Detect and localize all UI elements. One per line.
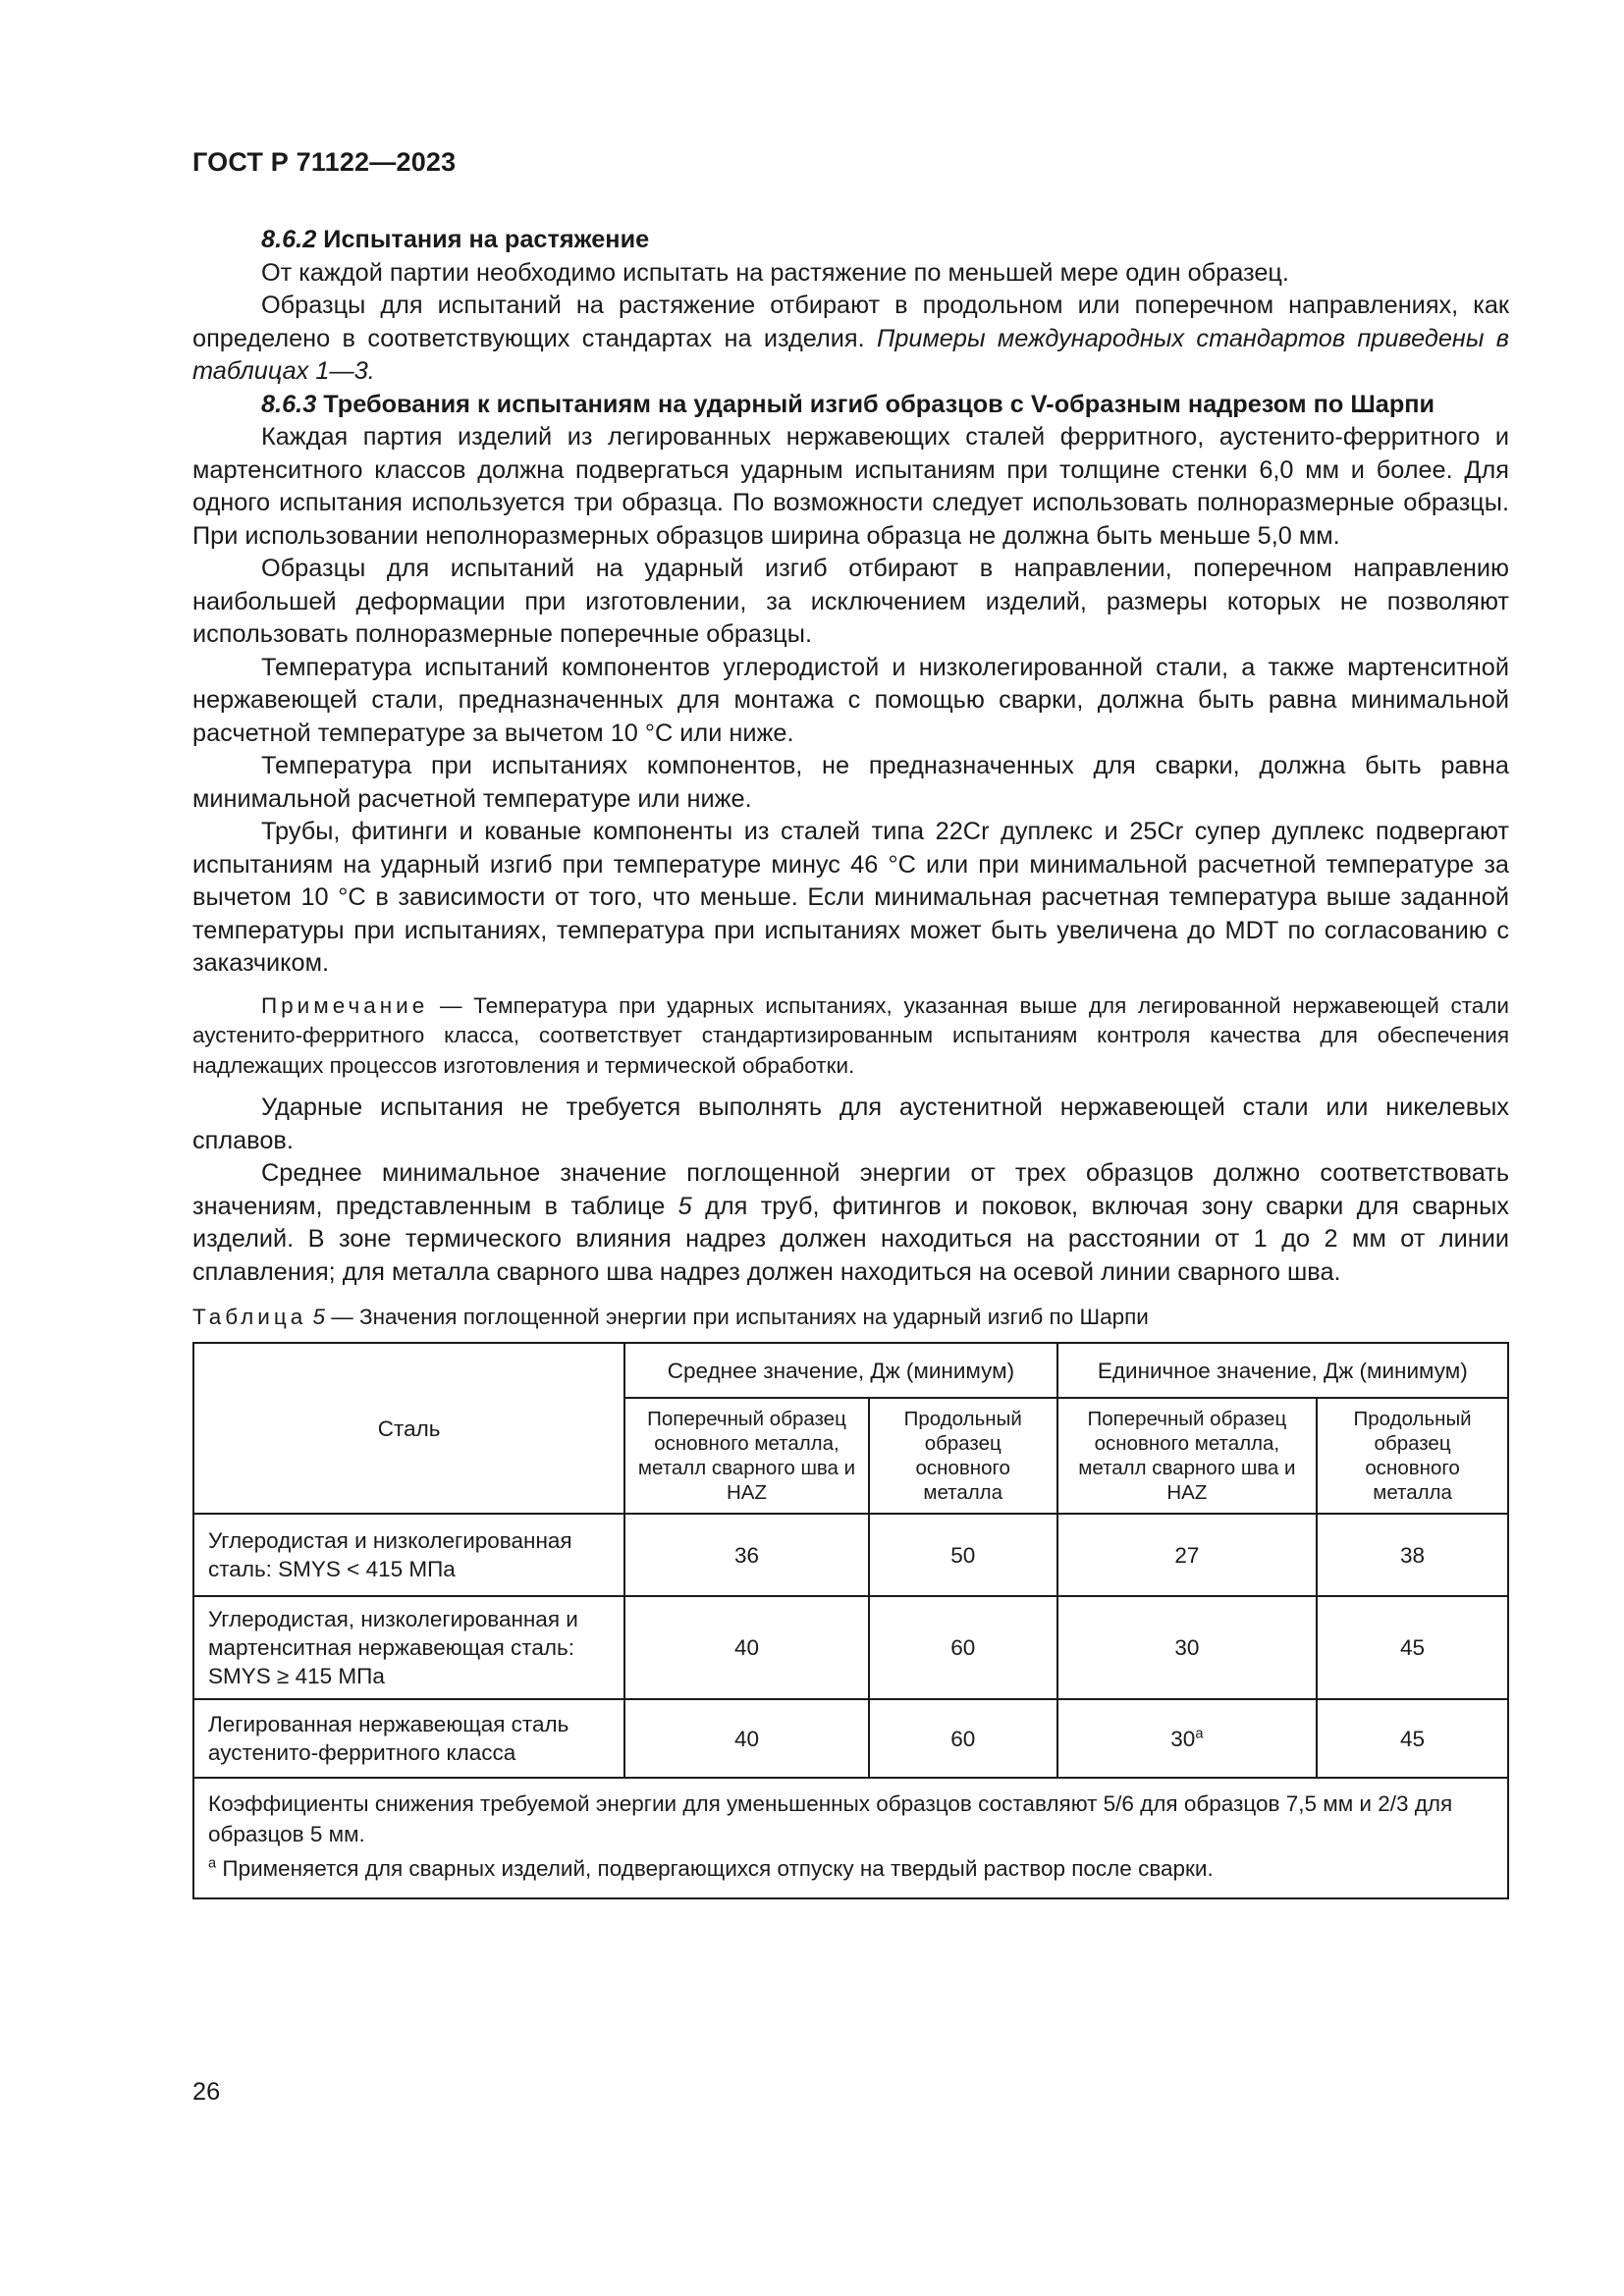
note-label: Примечание xyxy=(261,992,429,1018)
paragraph: Ударные испытания не требуется выполнять для аустенитной нержавеющей стали или никелевых сплавов. xyxy=(192,1094,1509,1154)
table-caption-number: 5 xyxy=(312,1305,326,1329)
paragraph: Трубы, фитинги и кованые компоненты из сталей типа 22Cr дуплекс и 25Cr супер дуплекс подвергают испытаниям на ударный изгиб при температуре минус 46 °С или при минимальной расчетной температуре за вычетом 10 °С в зависимости от того, что меньше. Если минимальная расчетная температура выше заданной температуры при испытаниях, температура при испытаниях может быть увеличена до MDT по согласованию с заказчиком. xyxy=(192,818,1509,977)
footnote-marker: а xyxy=(208,1855,217,1872)
section-heading-8-6-3 xyxy=(192,389,1509,422)
column-header-steel: Сталь xyxy=(193,1343,624,1514)
subheader-transverse-average: Поперечный образец основного металла, металл сварного шва и HAZ xyxy=(624,1398,869,1514)
table-caption xyxy=(192,1303,1509,1332)
table-row: Легированная нержавеющая сталь аустенито-ферритного класса 40 60 $30^а$ 45 xyxy=(193,1699,1508,1778)
paragraph: Температура при испытаниях компонентов, не предназначенных для сварки, должна быть равна минимальной расчетной температуре или ниже. xyxy=(192,752,1509,813)
document-header: ГОСТ Р 71122—2023 xyxy=(192,147,457,177)
paragraph: Образцы для испытаний на ударный изгиб отбирают в направлении, поперечном направлению наибольшей деформации при изготовлении, за исключением изделий, размеры которых не позволяют использовать полноразмерные поперечные образцы. xyxy=(192,555,1509,648)
section-heading-8-6-2 xyxy=(192,224,1509,257)
table-caption-text: — Значения поглощенной энергии при испытаниях на ударный изгиб по Шарпи xyxy=(325,1305,1149,1329)
paragraph: Образцы для испытаний на растяжение отбирают в продольном или поперечном направлениях, как определено в соответствующих стандартах на изделия. Примеры международных стандартов приведены в таблицах 1—3. xyxy=(192,292,1509,385)
energy-table xyxy=(192,1342,1509,1899)
paragraph: От каждой партии необходимо испытать на растяжение по меньшей мере один образец. xyxy=(261,258,1289,287)
group-header-single: Единичное значение, Дж (минимум) xyxy=(1057,1343,1508,1398)
italic-text: Примеры международных стандартов приведены в таблицах 1—3. xyxy=(192,324,1509,385)
table-footnote-row xyxy=(193,1778,1508,1898)
table-footnote: $^а$ Применяется для сварных изделий, подвергающихся отпуску на твердый раствор после сварки. xyxy=(208,1855,1214,1881)
section-number: 8.6.2 xyxy=(261,226,317,253)
page-number: 26 xyxy=(192,2078,221,2106)
footnote-marker: а xyxy=(1195,1726,1204,1741)
note xyxy=(192,991,1509,1082)
paragraph: Каждая партия изделий из легированных нержавеющих сталей ферритного, аустенито-ферритного и мартенситного классов должна подвергаться ударным испытаниям при толщине стенки 6,0 мм и более. Для одного испытания используется три образца. По возможности следует использовать полноразмерные образцы. При использовании неполноразмерных образцов ширина образца не должна быть меньше 5,0 мм. xyxy=(192,423,1509,550)
subheader-longitudinal-average: Продольный образец основного металла xyxy=(869,1398,1057,1514)
section-title: Испытания на растяжение xyxy=(323,226,650,253)
table-caption-label: Таблица xyxy=(192,1305,307,1329)
page-content xyxy=(192,224,1509,1899)
group-header-average: Среднее значение, Дж (минимум) xyxy=(624,1343,1056,1398)
table-reference: 5 xyxy=(677,1192,692,1220)
subheader-transverse-single: Поперечный образец основного металла, металл сварного шва и HAZ xyxy=(1057,1398,1318,1514)
paragraph: Температура испытаний компонентов углеродистой и низколегированной стали, а также мартенситной нержавеющей стали, предназначенных для монтажа с помощью сварки, должна быть равна минимальной расчетной температуре за вычетом 10 °С или ниже. xyxy=(192,653,1509,747)
subheader-longitudinal-single: Продольный образец основного металла xyxy=(1317,1398,1508,1514)
paragraph: Среднее минимальное значение поглощенной энергии от трех образцов должно соответствовать значениям, представленным в таблице 5 для труб, фитингов и поковок, включая зону сварки для сварных изделий. В зоне термического влияния надрез должен находиться на расстоянии от 1 до 2 мм от линии сплавления; для металла сварного шва надрез должен находиться на осевой линии сварного шва. xyxy=(192,1159,1509,1286)
section-number: 8.6.3 xyxy=(261,390,317,418)
note-text: — Температура при ударных испытаниях, указанная выше для легированной нержавеющей стали аустенито-ферритного класса, соответствует стандартизированным испытаниям контроля качества для обеспечения надлежащих процессов изготовления и термической обработки. xyxy=(192,992,1509,1078)
table-footnote: Коэффициенты снижения требуемой энергии для уменьшенных образцов составляют 5/6 для образцов 7,5 мм и 2/3 для образцов 5 мм. xyxy=(208,1791,1453,1846)
table-row: Углеродистая, низколегированная и мартенситная нержавеющая сталь: SMYS ≥ 415 МПа 40 60 30 45 xyxy=(193,1596,1508,1699)
section-title: Требования к испытаниям на ударный изгиб образцов с V-образным надрезом по Шарпи xyxy=(323,390,1435,418)
table-row: Углеродистая и низколегированная сталь: SMYS < 415 МПа 36 50 27 38 xyxy=(193,1514,1508,1596)
